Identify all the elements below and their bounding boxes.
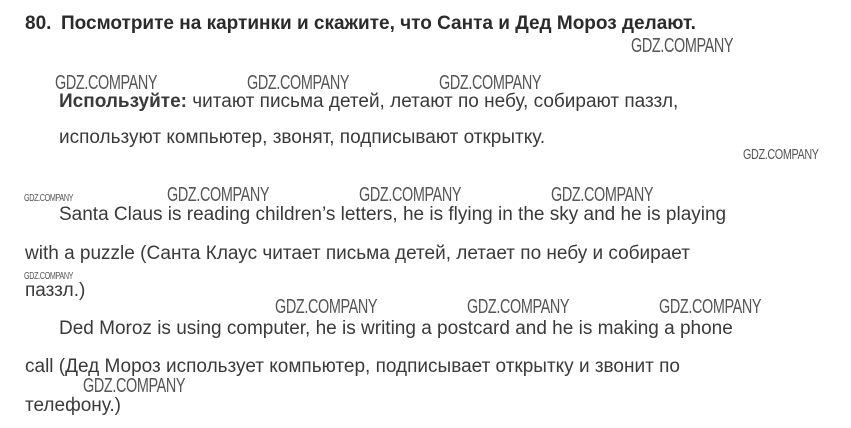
answer2-line-2: call (Дед Мороз использует компьютер, подписывает открытку и звонит по <box>25 356 680 377</box>
watermark: GDZ.COMPANY <box>167 184 270 206</box>
exercise-number: 80. <box>25 13 52 34</box>
watermark: GDZ.COMPANY <box>467 296 570 318</box>
watermark: GDZ.COMPANY <box>439 72 542 94</box>
watermark: GDZ.COMPANY <box>247 72 350 94</box>
exercise-title: Посмотрите на картинки и скажите, что Санта и Дед Мороз делают. <box>61 13 696 34</box>
watermark: GDZ.COMPANY <box>275 296 378 318</box>
watermark: GDZ.COMPANY <box>24 193 74 204</box>
answer1-line-3: паззл.) <box>25 280 86 301</box>
watermark: GDZ.COMPANY <box>24 271 74 282</box>
use-phrases-1: читают письма детей, летают по небу, собирают паззл, <box>187 91 679 112</box>
watermark: GDZ.COMPANY <box>631 35 734 57</box>
watermark: GDZ.COMPANY <box>551 184 654 206</box>
use-line-2: используют компьютер, звонят, подписывают открытку. <box>59 127 546 148</box>
watermark: GDZ.COMPANY <box>83 375 186 397</box>
watermark: GDZ.COMPANY <box>743 146 819 163</box>
watermark: GDZ.COMPANY <box>659 296 762 318</box>
answer2-line-1: Ded Moroz is using computer, he is writing a postcard and he is making a phone <box>59 318 733 339</box>
answer1-line-2: with a puzzle (Санта Клаус читает письма детей, летает по небу и собирает <box>25 243 690 264</box>
answer1-line-1: Santa Claus is reading children’s letters, he is flying in the sky and he is playing <box>59 204 727 225</box>
answer2-line-3: телефону.) <box>25 395 121 416</box>
watermark: GDZ.COMPANY <box>359 184 462 206</box>
use-label: Используйте: <box>59 91 187 112</box>
watermark: GDZ.COMPANY <box>55 72 158 94</box>
